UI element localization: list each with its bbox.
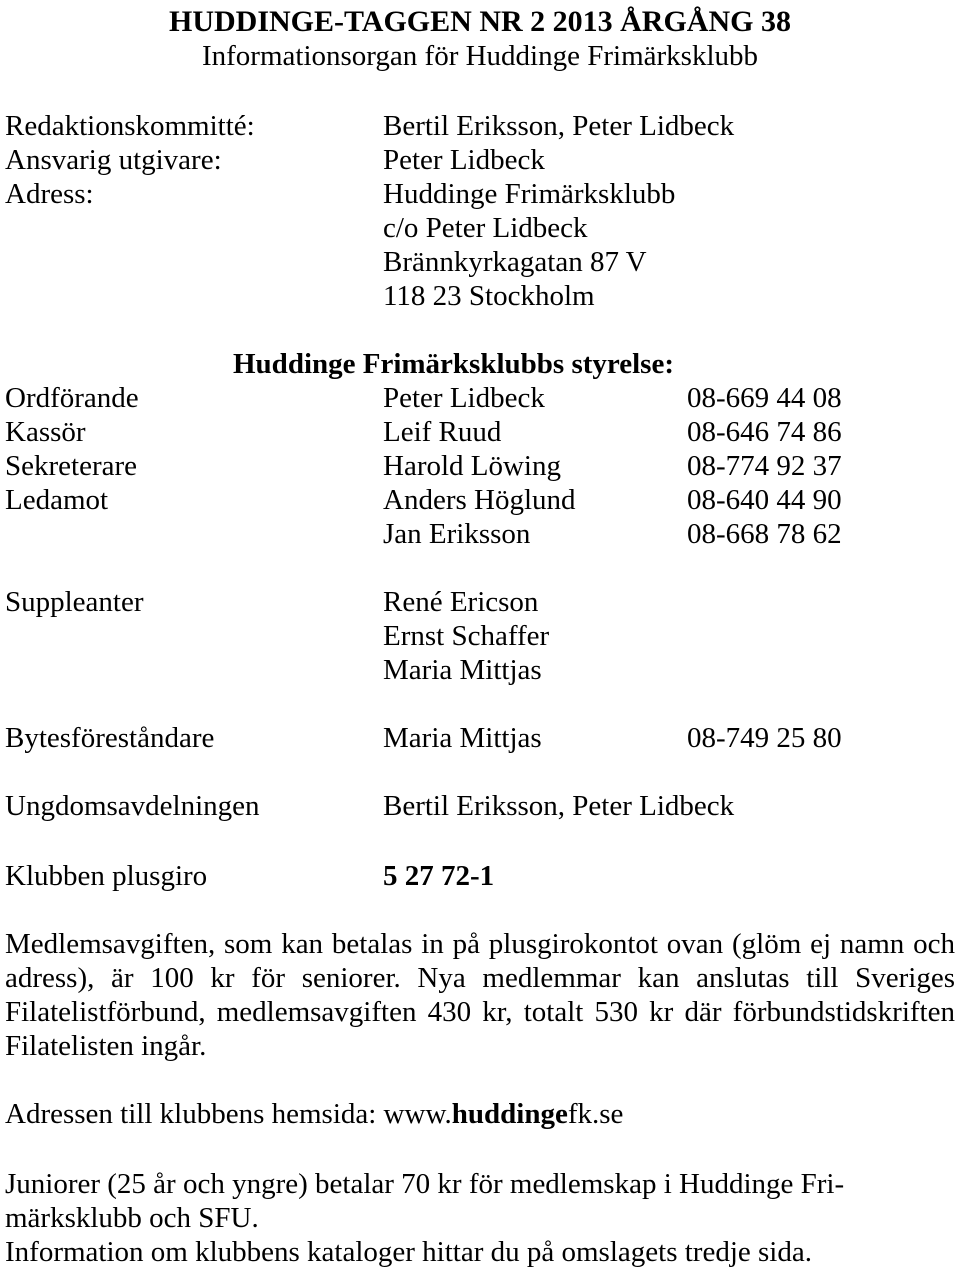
address-line: Brännkyrkagatan 87 V [383,246,647,278]
catalog-note: Information om klubbens kataloger hittar du på omslagets tredje sida. [5,1236,812,1268]
address-line: c/o Peter Lidbeck [383,212,588,244]
website-bold: huddinge [451,1098,568,1130]
member-role: Ledamot [5,484,109,516]
address-line: 118 23 Stockholm [383,280,595,312]
giro-row [0,859,960,893]
youth-names: Bertil Eriksson, Peter Lidbeck [383,790,735,822]
member-role: Sekreterare [5,450,138,482]
giro-number: 5 27 72-1 [383,860,495,892]
address-row [0,177,960,211]
address-line: Huddinge Frimärksklubb [383,178,676,210]
deputies-label: Suppleanter [5,586,144,618]
member-role: Ordförande [5,382,139,414]
juniors-line-1: Juniorer (25 år och yngre) betalar 70 kr för medlemskap i Huddinge Fri- [5,1168,845,1200]
address-row [0,211,960,245]
deputy-name: Maria Mittjas [383,654,542,686]
youth-label: Ungdomsavdelningen [5,790,260,822]
member-role: Kassör [5,416,86,448]
deputies-row [0,653,960,687]
page-title: HUDDINGE-TAGGEN NR 2 2013 ÅRGÅNG 38 [169,5,791,38]
publisher-value: Peter Lidbeck [383,144,545,176]
member-name: Jan Eriksson [383,518,531,550]
board-member-row [0,483,960,517]
member-phone: 08-774 92 37 [687,450,842,482]
board-member-row [0,381,960,415]
juniors-line-2: märksklubb och SFU. [5,1202,259,1234]
website-suffix: fk.se [567,1098,624,1130]
address-row [0,279,960,313]
exchange-label: Bytesföreståndare [5,722,215,754]
publisher-row [0,143,960,177]
board-heading: Huddinge Frimärksklubbs styrelse: [233,348,674,380]
deputy-name: René Ericson [383,586,539,618]
member-name: Anders Höglund [383,484,576,516]
youth-row [0,789,960,823]
member-phone: 08-646 74 86 [687,416,842,448]
deputy-name: Ernst Schaffer [383,620,550,652]
member-phone: 08-669 44 08 [687,382,842,414]
website-line [5,1097,623,1131]
member-name: Peter Lidbeck [383,382,545,414]
membership-paragraph: Medlemsavgiften, som kan betalas in på plusgirokontot ovan (glöm ej namn och adress), är 100 kr för seniorer. Nya medlemmar kan anslutas till Sveriges Filatelistförbund, medlemsavgiften 430 kr, totalt 530 kr där förbundstidskriften Filatelisten ingår. [5,928,955,1062]
board-member-row [0,449,960,483]
committee-label: Redaktionskommitté: [5,110,255,142]
member-name: Harold Löwing [383,450,561,482]
board-member-row [0,415,960,449]
exchange-name: Maria Mittjas [383,722,542,754]
member-phone: 08-668 78 62 [687,518,842,550]
address-row [0,245,960,279]
committee-value: Bertil Eriksson, Peter Lidbeck [383,110,735,142]
editorial-committee-row [0,109,960,143]
exchange-row [0,721,960,755]
member-name: Leif Ruud [383,416,502,448]
page-subtitle: Informationsorgan för Huddinge Frimärksklubb [201,40,758,72]
deputies-row [0,619,960,653]
member-phone: 08-640 44 90 [687,484,842,516]
board-member-row [0,517,960,551]
exchange-phone: 08-749 25 80 [687,722,842,754]
address-label: Adress: [5,178,94,210]
publisher-label: Ansvarig utgivare: [5,144,222,176]
giro-label: Klubben plusgiro [5,860,208,892]
website-prefix: Adressen till klubbens hemsida: www. [5,1098,452,1130]
deputies-row [0,585,960,619]
